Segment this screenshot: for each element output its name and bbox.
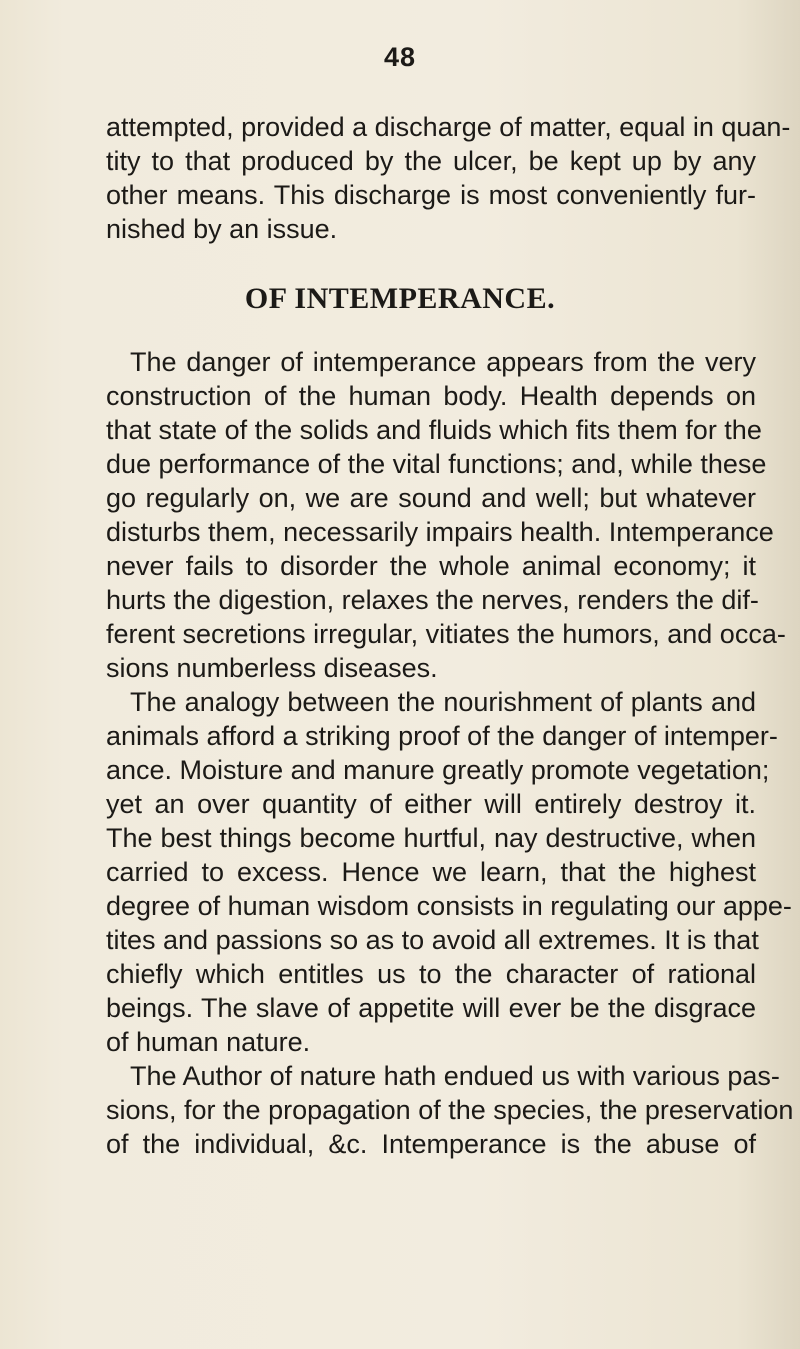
section-heading: OF INTEMPERANCE. — [244, 282, 556, 315]
text-line: due performance of the vital functions; and, while these — [106, 449, 767, 479]
text-line: of the individual, &c. Intemperance is the abuse of — [106, 1129, 756, 1159]
paragraph-first-line: The Author of nature hath endued us with various pas- — [130, 1061, 780, 1091]
text-line: tity to that produced by the ulcer, be kept up by any — [106, 146, 756, 176]
text-line: tites and passions so as to avoid all extremes. It is that — [106, 925, 759, 955]
text-line: other means. This discharge is most conveniently fur- — [106, 180, 756, 210]
text-line: construction of the human body. Health depends on — [106, 381, 756, 411]
text-line: chiefly which entitles us to the character of rational — [106, 959, 756, 989]
text-line: that state of the solids and fluids which fits them for the — [106, 415, 762, 445]
text-line: carried to excess. Hence we learn, that the highest — [106, 857, 756, 887]
text-line: ferent secretions irregular, vitiates the humors, and occa- — [106, 619, 786, 649]
text-line: never fails to disorder the whole animal economy; it — [106, 551, 756, 581]
text-line: hurts the digestion, relaxes the nerves, renders the dif- — [106, 585, 759, 615]
text-line: sions, for the propagation of the species, the preservation — [106, 1095, 794, 1125]
page-number: 48 — [383, 42, 417, 72]
text-line: degree of human wisdom consists in regulating our appe- — [106, 891, 792, 921]
text-line: ance. Moisture and manure greatly promote vegetation; — [106, 755, 770, 785]
text-line: animals afford a striking proof of the danger of intemper- — [106, 721, 778, 751]
text-line: sions numberless diseases. — [106, 653, 438, 683]
text-line: yet an over quantity of either will entirely destroy it. — [106, 789, 756, 819]
text-line: of human nature. — [106, 1027, 311, 1057]
text-line: beings. The slave of appetite will ever be the disgrace — [106, 993, 756, 1023]
text-line: attempted, provided a discharge of matter, equal in quan- — [106, 112, 791, 142]
paragraph-first-line: The danger of intemperance appears from the very — [130, 347, 756, 377]
text-line: nished by an issue. — [106, 214, 338, 244]
text-line: go regularly on, we are sound and well; but whatever — [106, 483, 756, 513]
text-line: disturbs them, necessarily impairs health. Intemperance — [106, 517, 774, 547]
paragraph-first-line: The analogy between the nourishment of plants and — [130, 687, 756, 717]
text-line: The best things become hurtful, nay destructive, when — [106, 823, 756, 853]
